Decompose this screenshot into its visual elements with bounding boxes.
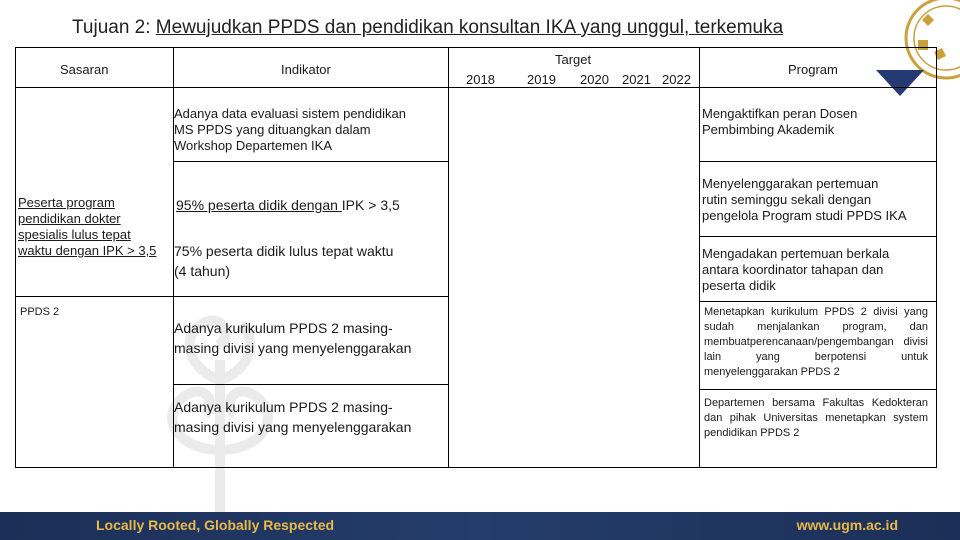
program-2: Menyelenggarakan pertemuan rutin seminggu sekali dengan pengelola Program studi PPDS IKA — [702, 176, 907, 223]
indikator-4: Adanya kurikulum PPDS 2 masing- masing divisi yang menyelenggarakan — [174, 320, 412, 356]
indikator-3: 75% peserta didik lulus tepat waktu (4 tahun) — [174, 243, 394, 279]
header-indikator: Indikator — [281, 62, 331, 77]
program-1: Mengaktifkan peran Dosen Pembimbing Akademik — [702, 106, 858, 137]
slide-title — [72, 17, 783, 39]
row-divider — [173, 384, 448, 385]
year-2022: 2022 — [662, 72, 691, 87]
year-2021: 2021 — [622, 72, 651, 87]
indikator-2: 95% peserta didik dengan IPK > 3,5 — [176, 197, 400, 213]
row-divider — [173, 296, 448, 297]
title-main: Mewujudkan PPDS dan pendidikan konsultan IKA yang unggul, terkemuka — [155, 17, 784, 38]
indikator-1: Adanya data evaluasi sistem pendidikan MS PPDS yang dituangkan dalam Workshop Departemen IKA — [174, 106, 406, 153]
sasaran-2: PPDS 2 — [20, 306, 60, 318]
row-divider — [699, 301, 936, 302]
col-divider — [448, 48, 449, 467]
sasaran-1: Peserta program pendidikan dokter spesialis lulus tepat waktu dengan IPK > 3,5 — [18, 195, 157, 258]
header-sasaran: Sasaran — [60, 62, 109, 77]
year-2019: 2019 — [527, 72, 556, 87]
year-2020: 2020 — [580, 72, 609, 87]
header-divider — [16, 87, 936, 88]
program-3: Mengadakan pertemuan berkala antara koordinator tahapan dan peserta didik — [702, 246, 890, 293]
header-program: Program — [788, 62, 838, 77]
row-divider — [16, 296, 173, 297]
row-divider — [699, 161, 936, 162]
indikator-5: Adanya kurikulum PPDS 2 masing- masing divisi yang menyelenggarakan — [174, 399, 412, 435]
row-divider — [699, 236, 936, 237]
col-divider — [699, 48, 700, 467]
header-target: Target — [555, 52, 592, 67]
row-divider — [173, 161, 448, 162]
footer-tagline: Locally Rooted, Globally Respected — [96, 517, 335, 533]
program-5: Departemen bersama Fakultas Kedokteran dan pihak Universitas menetapkan system pendidikan PPDS 2 — [704, 397, 928, 439]
row-divider — [699, 389, 936, 390]
program-4: Menetapkan kurikulum PPDS 2 divisi yang sudah menjalankan program, dan membuatperencanaan/pengembangan divisi lain yang berpotensi untuk menyelenggarakan PPDS 2 — [704, 306, 928, 378]
year-2018: 2018 — [466, 72, 495, 87]
footer-url[interactable]: www.ugm.ac.id — [796, 517, 898, 533]
title-prefix: Tujuan 2: — [72, 17, 156, 38]
footer-bar — [0, 512, 960, 540]
